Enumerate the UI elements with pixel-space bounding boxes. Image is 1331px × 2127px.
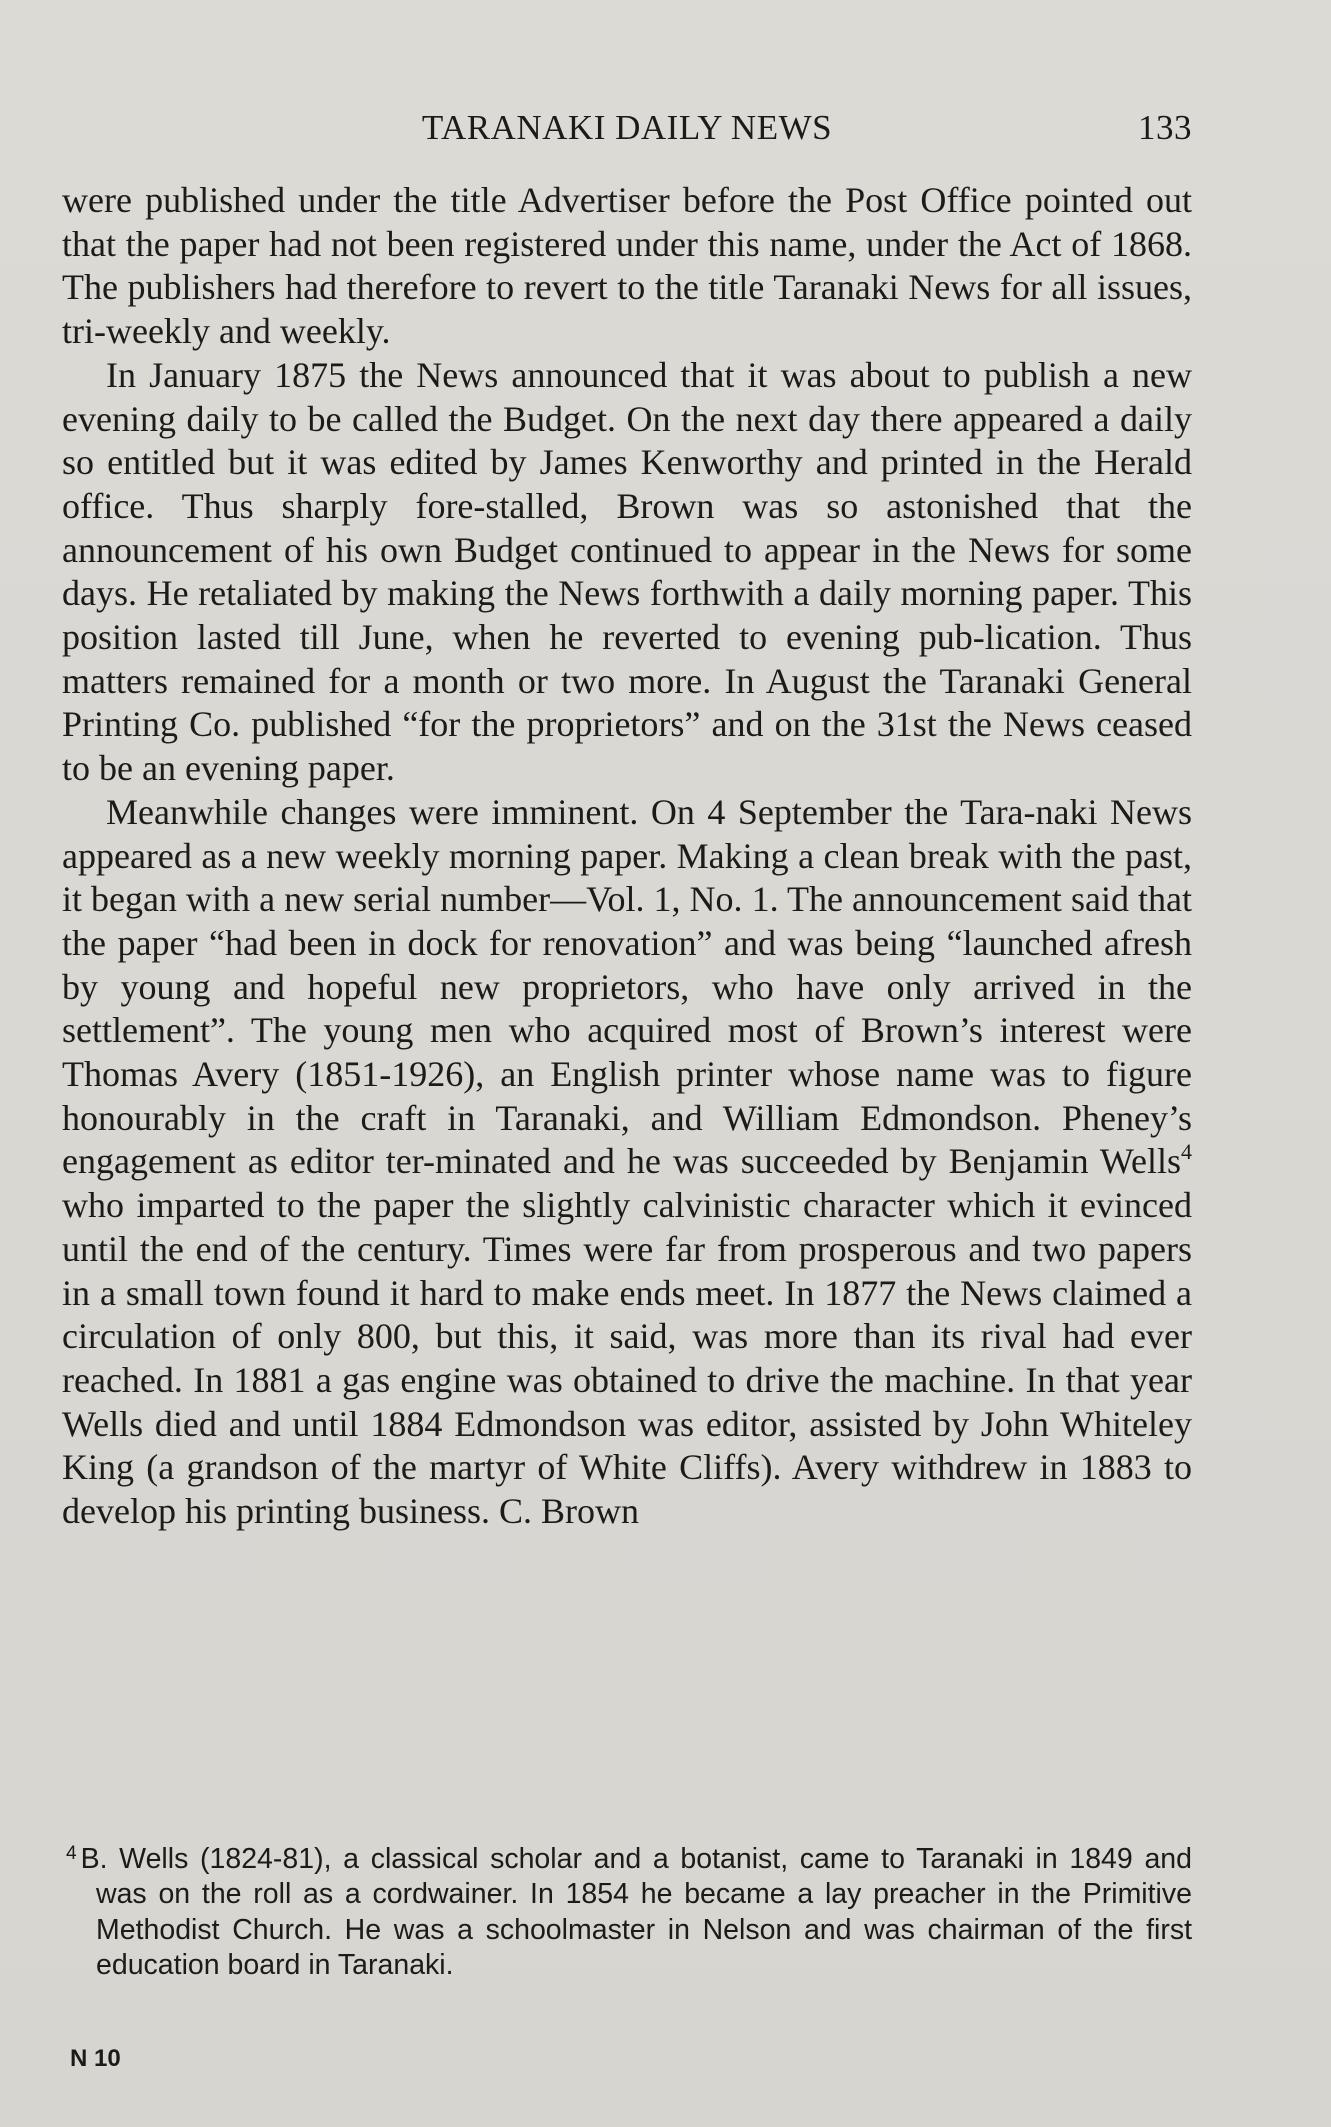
- footnote-reference: 4: [1181, 1139, 1192, 1165]
- signature-mark: N 10: [70, 2045, 121, 2072]
- running-head: [62, 104, 1192, 152]
- footnote: [66, 1836, 1192, 1983]
- running-title: TARANAKI DAILY NEWS: [421, 108, 833, 147]
- page-number: 133: [1138, 108, 1192, 147]
- paragraph-text-after-ref: who imparted to the paper the slightly calvinistic character which it evinced until the end of the century. Times were far from prosperous and two papers in a small town found it hard to make ends meet. In 1877 the News claimed a circulation of only 800, but this, it said, was more than its rival had ever reached. In 1881 a gas engine was obtained to drive the machine. In that year Wells died and until 1884 Edmondson was editor, assisted by John Whiteley King (a grandson of the martyr of White Cliffs). Avery withdrew in 1883 to develop his printing business. C. Brown: [62, 1185, 1192, 1532]
- paragraph-continued: were published under the title Advertiser before the Post Office pointed out that the paper had not been registered under this name, under the Act of 1868. The publishers had therefore to revert to the title Taranaki News for all issues, tri-weekly and weekly.: [62, 180, 1192, 352]
- footnote-marker: 4: [66, 1843, 77, 1864]
- paragraph-new-proprietors: [62, 791, 1192, 1534]
- paragraph-text-before-ref: Meanwhile changes were imminent. On 4 September the Tara-naki News appeared as a new weekly morning paper. Making a clean break with the past, it began with a new serial number—Vol. 1, No. 1. The announcement said that the paper “had been in dock for renovation” and was being “launched afresh by young and hopeful new proprietors, who have only arrived in the settlement”. The young men who acquired most of Brown’s interest were Thomas Avery (1851-1926), an English printer whose name was to figure honourably in the craft in Taranaki, and William Edmondson. Pheney’s engagement as editor ter-minated and he was succeeded by Benjamin Wells: [62, 791, 1192, 1182]
- footnote-text: B. Wells (1824-81), a classical scholar and a botanist, came to Taranaki in 1849 and was on the roll as a cordwainer. In 1854 he became a lay preacher in the Primitive Methodist Church. He was a schoolmaster in Nelson and was chairman of the first education board in Taranaki.: [80, 1843, 1192, 1981]
- body-text: [62, 179, 1192, 1534]
- paragraph-budget: In January 1875 the News announced that it was about to publish a new evening daily to be called the Budget. On the next day there appeared a daily so entitled but it was edited by James Kenworthy and printed in the Herald office. Thus sharply fore-stalled, Brown was so astonished that the announcement of his own Budget continued to appear in the News for some days. He retaliated by making the News forthwith a daily morning paper. This position lasted till June, when he reverted to evening pub-lication. Thus matters remained for a month or two more. In August the Taranaki General Printing Co. published “for the proprietors” and on the 31st the News ceased to be an evening paper.: [62, 354, 1192, 789]
